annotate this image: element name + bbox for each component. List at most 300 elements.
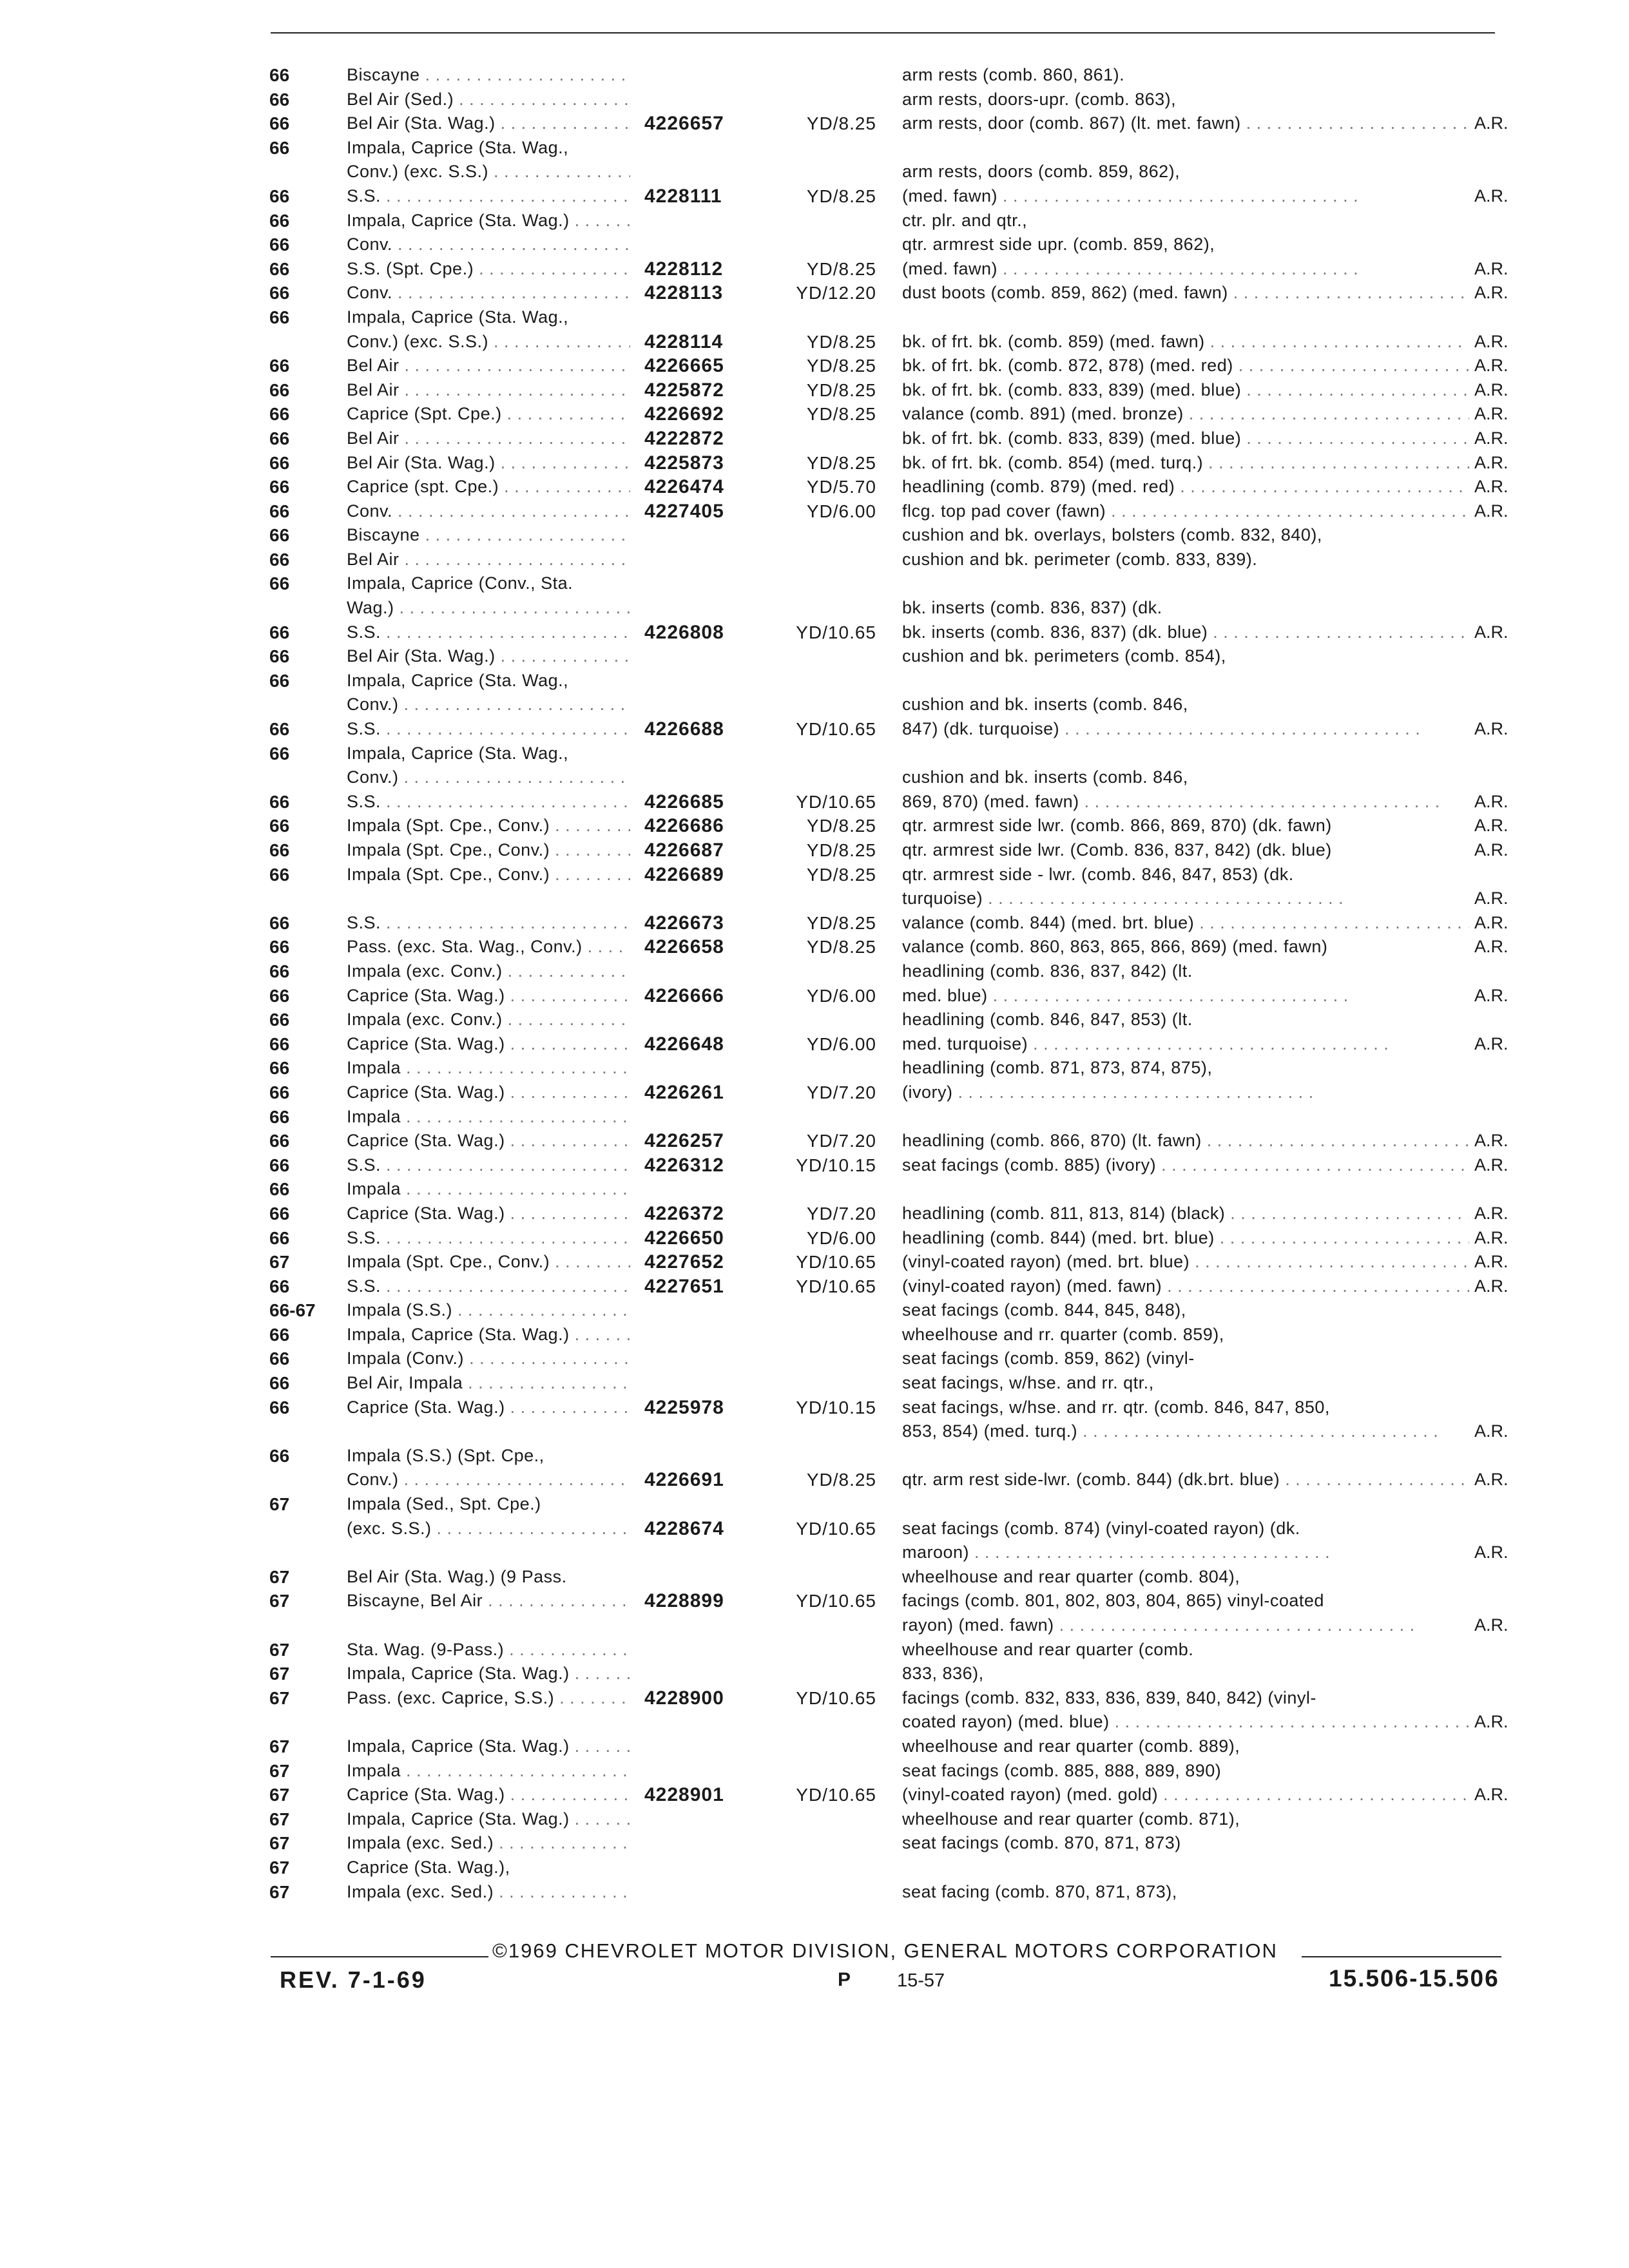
quantity-cell: A.R. [1470, 984, 1509, 1008]
unit-price-cell: YD/10.65 [796, 1687, 876, 1708]
quantity-cell: A.R. [1470, 935, 1509, 959]
table-row [0, 402, 1629, 427]
model-cell: Caprice (Sta. Wag.) . . . [347, 1783, 630, 1807]
table-row [0, 233, 1629, 257]
table-row [0, 184, 1629, 209]
year-cell: 67 [269, 1664, 290, 1684]
year-cell: 66 [269, 1203, 290, 1224]
model-cell: Bel Air (Sed.) . . . [347, 88, 630, 112]
model-cell: S.S. (Spt. Cpe.) . . . [347, 257, 630, 282]
description-cell: facings (comb. 832, 833, 836, 839, 840, 842) (vinyl- [902, 1687, 1316, 1707]
model-cell: Caprice (Sta. Wag.) . . . [347, 1129, 630, 1153]
description-cell: bk. of frt. bk. (comb. 872, 878) (med. red) . . . [902, 354, 1469, 378]
year-cell: 67 [269, 1252, 290, 1273]
year-cell: 66 [269, 937, 290, 957]
part-number-cell: 4226687 [644, 840, 724, 861]
quantity-cell: A.R. [1470, 838, 1509, 863]
part-number-cell: 4226686 [644, 815, 724, 837]
part-number-cell: 4225873 [644, 452, 724, 474]
table-row [0, 88, 1629, 112]
table-row [0, 1735, 1629, 1759]
quantity-cell: A.R. [1470, 451, 1509, 476]
description-cell: bk. of frt. bk. (comb. 833, 839) (med. blue) . . . [902, 427, 1469, 451]
part-number-cell: 4226261 [644, 1081, 724, 1103]
year-cell: 66 [269, 428, 290, 448]
page-number: 15-57 [897, 1970, 945, 1991]
description-cell: qtr. armrest side upr. (comb. 859, 862), [902, 235, 1215, 255]
part-number-cell: 4226650 [644, 1227, 724, 1249]
year-cell: 66 [269, 1276, 290, 1296]
year-cell: 66 [269, 89, 290, 110]
table-row [0, 1638, 1629, 1662]
part-number-cell: 4226688 [644, 718, 724, 740]
model-cell: Impala (S.S.) . . . [347, 1298, 630, 1323]
description-cell: wheelhouse and rear quarter (comb. 804), [902, 1566, 1240, 1586]
model-cell: Impala (Conv.) . . . [347, 1347, 630, 1371]
description-cell: rayon) (med. fawn) . . . [902, 1613, 1469, 1638]
description-cell: headlining (comb. 836, 837, 842) (lt. [902, 961, 1193, 981]
table-row [0, 257, 1629, 282]
unit-price-cell: YD/10.65 [796, 1276, 876, 1296]
quantity-cell: A.R. [1470, 1613, 1509, 1638]
year-cell: 66 [269, 1373, 290, 1394]
year-cell: 66 [269, 477, 290, 497]
table-row [0, 1444, 1629, 1468]
model-cell: S.S. . . . [347, 1226, 630, 1251]
model-cell: Impala, Caprice (Sta. Wag.) . . . [347, 209, 630, 233]
quantity-cell: A.R. [1470, 1783, 1509, 1807]
year-cell: 67 [269, 1833, 290, 1854]
unit-price-cell: YD/10.15 [796, 1397, 876, 1418]
description-cell: bk. inserts (comb. 836, 837) (dk. blue) . . . [902, 620, 1469, 645]
model-cell: Impala, Caprice (Sta. Wag., [347, 743, 569, 763]
description-cell: 833, 836), [902, 1664, 984, 1684]
description-cell: valance (comb. 891) (med. bronze) . . . [902, 402, 1469, 427]
model-cell: Impala (S.S.) (Spt. Cpe., [347, 1445, 545, 1465]
part-number-cell: 4226666 [644, 985, 724, 1006]
model-cell: Biscayne, Bel Air . . . [347, 1589, 630, 1613]
quantity-cell: A.R. [1470, 887, 1509, 911]
table-row [0, 742, 1629, 766]
part-number-cell: 4228899 [644, 1590, 724, 1612]
description-cell: wheelhouse and rear quarter (comb. 889), [902, 1736, 1240, 1756]
model-cell: Conv.) . . . [347, 765, 630, 790]
unit-price-cell: YD/8.25 [806, 1470, 876, 1490]
quantity-cell: A.R. [1470, 1250, 1509, 1274]
part-number-cell: 4225872 [644, 379, 724, 401]
quantity-cell: A.R. [1470, 717, 1509, 742]
quantity-cell: A.R. [1470, 1468, 1509, 1492]
year-cell: 66 [269, 137, 290, 158]
description-cell: headlining (comb. 846, 847, 853) (lt. [902, 1010, 1193, 1030]
description-cell: qtr. armrest side lwr. (Comb. 836, 837, 842) (dk. blue) [902, 840, 1332, 860]
part-number-cell: 4227651 [644, 1275, 724, 1297]
table-row [0, 1323, 1629, 1347]
model-cell: S.S. . . . [347, 911, 630, 936]
table-row [0, 523, 1629, 548]
model-cell: Impala, Caprice (Sta. Wag., [347, 137, 569, 157]
model-cell: Impala . . . [347, 1177, 630, 1202]
description-cell: coated rayon) (med. blue) . . . [902, 1710, 1469, 1735]
model-cell: Sta. Wag. (9-Pass.) . . . [347, 1638, 630, 1662]
description-cell: headlining (comb. 811, 813, 814) (black) . . . [902, 1202, 1469, 1226]
table-row [0, 1226, 1629, 1251]
description-cell: 853, 854) (med. turq.) . . . [902, 1419, 1469, 1444]
description-cell: arm rests (comb. 860, 861). [902, 65, 1125, 84]
description-cell: bk. of frt. bk. (comb. 854) (med. turq.) . . . [902, 451, 1469, 476]
table-row [0, 1419, 1629, 1444]
table-row [0, 644, 1629, 669]
unit-price-cell: YD/5.70 [806, 477, 876, 497]
model-cell: Impala (exc. Sed.) . . . [347, 1880, 630, 1905]
model-cell: Impala, Caprice (Conv., Sta. [347, 573, 574, 593]
unit-price-cell: YD/12.20 [796, 283, 876, 303]
description-cell: med. turquoise) . . . [902, 1032, 1469, 1057]
unit-price-cell: YD/10.65 [796, 719, 876, 740]
description-cell: maroon) . . . [902, 1541, 1469, 1565]
year-cell: 67 [269, 1809, 290, 1829]
table-row [0, 1492, 1629, 1517]
table-row [0, 427, 1629, 451]
quantity-cell: A.R. [1470, 475, 1509, 499]
year-cell: 66 [269, 210, 290, 231]
table-row [0, 693, 1629, 717]
table-row [0, 160, 1629, 184]
table-row [0, 1517, 1629, 1541]
part-number-cell: 4225978 [644, 1396, 724, 1418]
model-cell: Impala, Caprice (Sta. Wag.) . . . [347, 1735, 630, 1759]
model-cell: Impala (Spt. Cpe., Conv.) . . . [347, 863, 630, 887]
top-rule [271, 32, 1495, 34]
quantity-cell: A.R. [1470, 427, 1509, 451]
model-cell: Impala, Caprice (Sta. Wag.) . . . [347, 1807, 630, 1832]
year-cell: 66 [269, 235, 290, 255]
part-number-cell: 4228901 [644, 1784, 724, 1806]
description-cell: (vinyl-coated rayon) (med. fawn) . . . [902, 1274, 1469, 1299]
quantity-cell: A.R. [1470, 1710, 1509, 1735]
table-row [0, 548, 1629, 572]
table-row [0, 863, 1629, 887]
description-cell: valance (comb. 860, 863, 865, 866, 869) (med. fawn) [902, 937, 1328, 957]
table-row [0, 1807, 1629, 1832]
description-cell: flcg. top pad cover (fawn) . . . [902, 499, 1469, 524]
quantity-cell: A.R. [1470, 257, 1509, 282]
year-cell: 66 [269, 791, 290, 812]
model-cell: Impala . . . [347, 1105, 630, 1129]
unit-price-cell: YD/10.65 [796, 1518, 876, 1539]
table-row [0, 1081, 1629, 1105]
table-row [0, 572, 1629, 596]
unit-price-cell: YD/8.25 [806, 404, 876, 425]
description-cell: qtr. armrest side lwr. (comb. 866, 869, 870) (dk. fawn) [902, 816, 1332, 836]
copyright-text: ©1969 CHEVROLET MOTOR DIVISION, GENERAL MOTORS CORPORATION [488, 1939, 1282, 1963]
model-cell: Bel Air (Sta. Wag.) . . . [347, 111, 630, 136]
part-number-cell: 4226312 [644, 1154, 724, 1176]
year-cell: 66 [269, 816, 290, 836]
model-cell: Impala (exc. Sed.) . . . [347, 1831, 630, 1856]
description-cell: facings (comb. 801, 802, 803, 804, 865) vinyl-coated [902, 1591, 1324, 1611]
year-cell: 66 [269, 1082, 290, 1102]
model-cell: Impala, Caprice (Sta. Wag., [347, 670, 569, 690]
description-cell: cushion and bk. perimeters (comb. 854), [902, 646, 1226, 666]
table-row [0, 136, 1629, 160]
model-cell: Pass. (exc. Caprice, S.S.) . . . [347, 1686, 630, 1711]
year-cell: 66 [269, 1397, 290, 1418]
table-row [0, 1177, 1629, 1202]
unit-price-cell: YD/8.25 [806, 937, 876, 957]
model-cell: Bel Air . . . [347, 354, 630, 378]
description-cell: bk. of frt. bk. (comb. 833, 839) (med. blue) . . . [902, 378, 1469, 403]
unit-price-cell: YD/7.20 [806, 1082, 876, 1102]
description-cell: arm rests, doors-upr. (comb. 863), [902, 89, 1177, 109]
part-number-cell: 4226689 [644, 863, 724, 885]
description-cell: seat facings (comb. 870, 871, 873) [902, 1833, 1181, 1853]
table-row [0, 1298, 1629, 1323]
unit-price-cell: YD/8.25 [806, 258, 876, 279]
quantity-cell: A.R. [1470, 1129, 1509, 1153]
table-row [0, 669, 1629, 693]
part-number-cell: 4228674 [644, 1517, 724, 1539]
part-number-cell: 4226474 [644, 476, 724, 498]
quantity-cell: A.R. [1470, 1032, 1509, 1057]
table-row [0, 814, 1629, 838]
year-cell: 67 [269, 1639, 290, 1660]
model-cell: Bel Air (Sta. Wag.) (9 Pass. [347, 1566, 567, 1586]
quantity-cell: A.R. [1470, 1153, 1509, 1178]
model-cell: Impala (Sed., Spt. Cpe.) [347, 1494, 541, 1514]
table-row [0, 1396, 1629, 1420]
year-cell: 66 [269, 1349, 290, 1369]
table-row [0, 475, 1629, 499]
part-number-cell: 4228111 [644, 185, 722, 207]
quantity-cell: A.R. [1470, 378, 1509, 403]
description-cell: (med. fawn) . . . [902, 184, 1469, 209]
table-row [0, 1856, 1629, 1880]
unit-price-cell: YD/8.25 [806, 331, 876, 352]
description-cell: headlining (comb. 866, 870) (lt. fawn) . . . [902, 1129, 1469, 1153]
year-cell: 66 [269, 258, 290, 279]
table-row [0, 499, 1629, 524]
table-row [0, 1831, 1629, 1856]
model-cell: Conv.) . . . [347, 693, 630, 717]
year-cell: 66 [269, 404, 290, 425]
quantity-cell: A.R. [1470, 330, 1509, 354]
table-row [0, 1759, 1629, 1783]
year-cell: 66 [269, 622, 290, 642]
model-cell: S.S. . . . [347, 184, 630, 209]
part-number-cell: 4226657 [644, 113, 724, 135]
table-row [0, 1250, 1629, 1274]
table-row [0, 1371, 1629, 1396]
model-cell: Caprice (spt. Cpe.) . . . [347, 475, 630, 499]
section-number: 15.506-15.506 [1329, 1965, 1499, 1992]
model-cell: Impala (exc. Conv.) . . . [347, 1008, 630, 1032]
description-cell: cushion and bk. overlays, bolsters (comb. 832, 840), [902, 525, 1322, 545]
year-cell: 66 [269, 1033, 290, 1054]
description-cell: 869, 870) (med. fawn) . . . [902, 790, 1469, 814]
model-cell: Bel Air (Sta. Wag.) . . . [347, 451, 630, 476]
part-number-cell: 4227405 [644, 500, 724, 522]
part-number-cell: 4226673 [644, 912, 724, 934]
model-cell: Impala, Caprice (Sta. Wag., [347, 307, 569, 327]
table-row [0, 1153, 1629, 1178]
quantity-cell: A.R. [1470, 1419, 1509, 1444]
description-cell: (med. fawn) . . . [902, 257, 1469, 282]
table-row [0, 1129, 1629, 1153]
model-cell: Conv. . . . [347, 499, 630, 524]
description-cell: cushion and bk. perimeter (comb. 833, 839). [902, 549, 1258, 569]
part-number-cell: 4226648 [644, 1033, 724, 1055]
part-number-cell: 4228113 [644, 282, 724, 304]
year-cell: 66 [269, 1010, 290, 1030]
model-cell: S.S. . . . [347, 717, 630, 742]
description-cell: arm rests, doors (comb. 859, 862), [902, 162, 1181, 182]
model-cell: Bel Air . . . [347, 427, 630, 451]
year-cell: 66 [269, 670, 290, 691]
table-row [0, 1056, 1629, 1081]
model-cell: Conv.) (exc. S.S.) . . . [347, 330, 630, 354]
unit-price-cell: YD/10.65 [796, 622, 876, 642]
table-row [0, 765, 1629, 790]
year-cell: 67 [269, 1566, 290, 1587]
table-row [0, 1565, 1629, 1590]
unit-price-cell: YD/6.00 [806, 1227, 876, 1248]
model-cell: Caprice (Sta. Wag.) . . . [347, 1081, 630, 1105]
year-cell: 66 [269, 961, 290, 981]
quantity-cell: A.R. [1470, 281, 1509, 305]
model-cell: Conv. . . . [347, 281, 630, 305]
table-row [0, 1880, 1629, 1905]
description-cell: turquoise) . . . [902, 887, 1469, 911]
year-cell: 66 [269, 307, 290, 327]
footer-copyright-bar [271, 1939, 1501, 1965]
table-row [0, 209, 1629, 233]
model-cell: Bel Air, Impala . . . [347, 1371, 630, 1396]
year-cell: 66 [269, 380, 290, 400]
year-cell: 66 [269, 1445, 290, 1466]
model-cell: S.S. . . . [347, 790, 630, 814]
table-row [0, 281, 1629, 305]
unit-price-cell: YD/6.00 [806, 501, 876, 521]
part-number-cell: 4228112 [644, 258, 724, 280]
table-row [0, 111, 1629, 136]
description-cell: cushion and bk. inserts (comb. 846, [902, 695, 1188, 715]
model-cell: Conv.) . . . [347, 1468, 630, 1492]
table-row [0, 1613, 1629, 1638]
unit-price-cell: YD/10.15 [796, 1155, 876, 1175]
table-row [0, 1541, 1629, 1565]
unit-price-cell: YD/10.65 [796, 1252, 876, 1273]
description-cell: wheelhouse and rear quarter (comb. 871), [902, 1809, 1240, 1829]
part-number-cell: 4226658 [644, 936, 724, 958]
description-cell: seat facings (comb. 859, 862) (vinyl- [902, 1349, 1195, 1369]
model-cell: Impala (Spt. Cpe., Conv.) . . . [347, 838, 630, 863]
quantity-cell: A.R. [1470, 1541, 1509, 1565]
table-row [0, 959, 1629, 984]
unit-price-cell: YD/8.25 [806, 186, 876, 206]
table-row [0, 1662, 1629, 1686]
year-cell: 67 [269, 1760, 290, 1781]
unit-price-cell: YD/7.20 [806, 1131, 876, 1151]
year-cell: 66 [269, 646, 290, 667]
model-cell: Caprice (Spt. Cpe.) . . . [347, 402, 630, 427]
table-row [0, 1032, 1629, 1057]
description-cell: (vinyl-coated rayon) (med. brt. blue) . . . [902, 1250, 1469, 1274]
quantity-cell: A.R. [1470, 354, 1509, 378]
quantity-cell: A.R. [1470, 911, 1509, 936]
description-cell: seat facings (comb. 885, 888, 889, 890) [902, 1760, 1222, 1780]
table-row [0, 596, 1629, 620]
quantity-cell: A.R. [1470, 1226, 1509, 1251]
quantity-cell: A.R. [1470, 111, 1509, 136]
part-number-cell: 4226372 [644, 1202, 724, 1224]
table-row [0, 838, 1629, 863]
table-row [0, 1589, 1629, 1613]
part-number-cell: 4226685 [644, 791, 724, 812]
description-cell: dust boots (comb. 859, 862) (med. fawn) . . . [902, 281, 1469, 305]
unit-price-cell: YD/10.65 [796, 1785, 876, 1805]
year-cell: 67 [269, 1591, 290, 1611]
unit-price-cell: YD/10.65 [796, 1591, 876, 1611]
year-cell: 67 [269, 1881, 290, 1902]
unit-price-cell: YD/10.65 [796, 791, 876, 812]
table-row [0, 1686, 1629, 1711]
model-cell: Impala, Caprice (Sta. Wag.) . . . [347, 1323, 630, 1347]
description-cell: arm rests, door (comb. 867) (lt. met. fawn) . . . [902, 111, 1469, 136]
model-cell: Caprice (Sta. Wag.) . . . [347, 984, 630, 1008]
table-row [0, 620, 1629, 645]
part-number-cell: 4222872 [644, 427, 724, 449]
description-cell: headlining (comb. 879) (med. red) . . . [902, 475, 1469, 499]
year-cell: 66 [269, 65, 290, 85]
model-cell: Impala . . . [347, 1056, 630, 1081]
model-cell: S.S. . . . [347, 620, 630, 645]
year-cell: 66 [269, 283, 290, 303]
description-cell: wheelhouse and rear quarter (comb. [902, 1639, 1194, 1659]
model-cell: Bel Air . . . [347, 548, 630, 572]
year-cell: 67 [269, 1857, 290, 1878]
part-number-cell: 4226692 [644, 403, 724, 425]
model-cell: Conv. . . . [347, 233, 630, 257]
year-cell: 67 [269, 1736, 290, 1756]
year-cell: 66 [269, 1155, 290, 1175]
description-cell: seat facings, w/hse. and rr. qtr. (comb. 846, 847, 850, [902, 1397, 1330, 1417]
quantity-cell: A.R. [1470, 1274, 1509, 1299]
description-cell: (ivory) . . . [902, 1081, 1469, 1105]
quantity-cell: A.R. [1470, 184, 1509, 209]
table-row [0, 887, 1629, 911]
part-number-cell: 4226257 [644, 1130, 724, 1152]
model-cell: Pass. (exc. Sta. Wag., Conv.) . . . [347, 935, 630, 959]
description-cell: (vinyl-coated rayon) (med. gold) . . . [902, 1783, 1469, 1807]
table-row [0, 1783, 1629, 1807]
model-cell: Impala (exc. Conv.) . . . [347, 959, 630, 984]
table-row [0, 1202, 1629, 1226]
unit-price-cell: YD/6.00 [806, 1033, 876, 1054]
year-cell: 66 [269, 113, 290, 134]
description-cell: qtr. arm rest side-lwr. (comb. 844) (dk.brt. blue) . . . [902, 1468, 1469, 1492]
page-letter: P [838, 1969, 851, 1990]
year-cell: 66 [269, 719, 290, 740]
table-row [0, 790, 1629, 814]
quantity-cell: A.R. [1470, 790, 1509, 814]
model-cell: Caprice (Sta. Wag.) . . . [347, 1396, 630, 1420]
quantity-cell: A.R. [1470, 499, 1509, 524]
description-cell: bk. inserts (comb. 836, 837) (dk. [902, 598, 1162, 618]
description-cell: wheelhouse and rr. quarter (comb. 859), [902, 1324, 1224, 1344]
description-cell: seat facings, w/hse. and rr. qtr., [902, 1373, 1154, 1393]
description-cell: headlining (comb. 871, 873, 874, 875), [902, 1058, 1213, 1078]
